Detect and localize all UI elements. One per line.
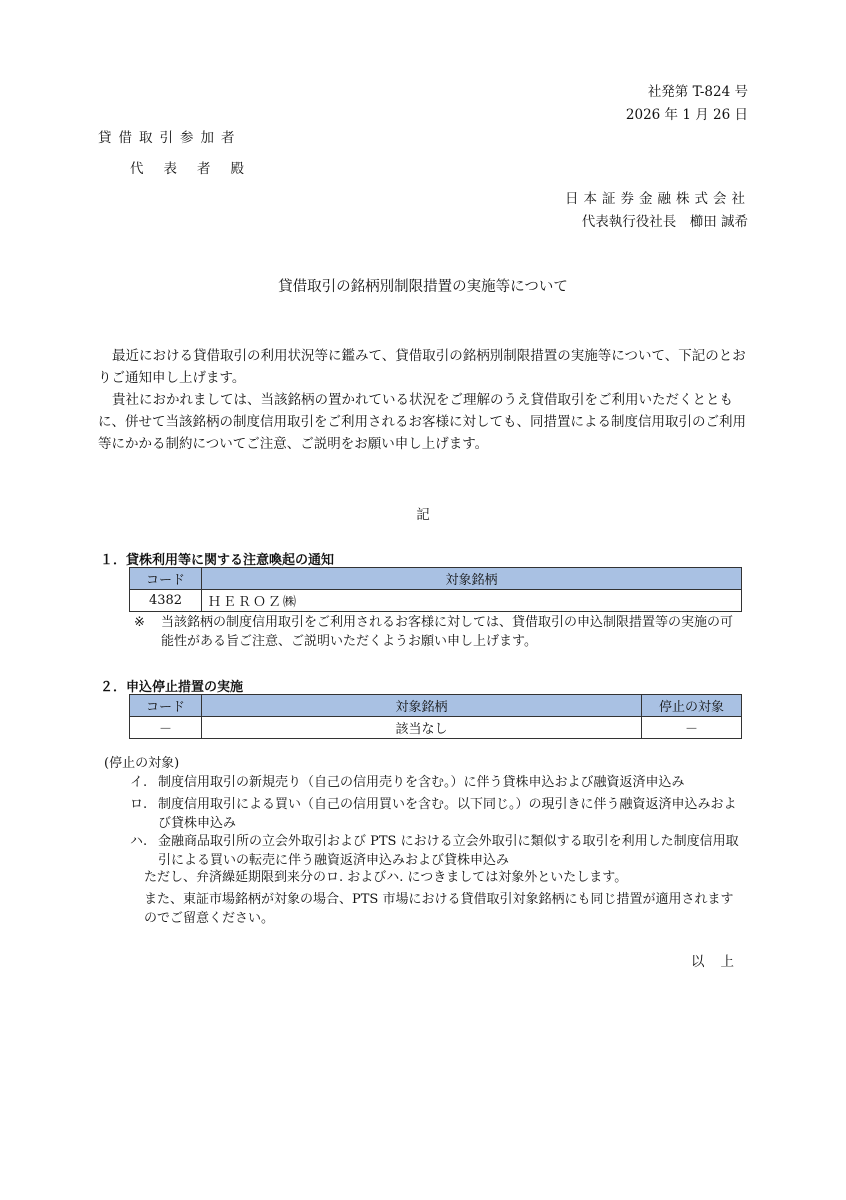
table-row	[130, 717, 742, 739]
recipient-line-2: 代表者殿	[130, 161, 264, 177]
body-paragraph-2: 貴社におかれましては、当該銘柄の置かれている状況をご理解のうえ貸借取引をご利用いただくとともに、併せて当該銘柄の制度信用取引をご利用されるお客様に対しても、同措置による制度信用取引のご利用等にかかる制約についてご注意、ご説明をお願い申し上げます。	[98, 392, 746, 452]
column-header-code: コード	[130, 695, 202, 717]
section-2-table	[129, 694, 742, 739]
section-1-note-mark: ※	[134, 615, 145, 630]
stop-targets-note-1: ただし、弁済繰延期限到来分のロ. およびハ. につきましては対象外といたします。	[144, 870, 628, 885]
column-header-name: 対象銘柄	[202, 695, 642, 717]
item-text-ha: 金融商品取引所の立会外取引および PTS における立会外取引に類似する取引を利用した制度信用取引による買いの転売に伴う融資返済申込みおよび貸株申込み	[158, 834, 739, 868]
sender-title: 代表執行役社長 櫛田 誠希	[581, 214, 748, 230]
section-2-heading: ２．申込停止措置の実施	[100, 680, 244, 695]
cell-code: 4382	[130, 590, 202, 612]
cell-name: ＨＥＲＯＺ㈱	[202, 590, 742, 612]
item-label-ha: ハ.	[130, 834, 148, 849]
document-number: 社発第 T-824 号	[647, 84, 748, 100]
closing: 以上	[691, 954, 750, 970]
column-header-name: 対象銘柄	[202, 568, 742, 590]
cell-code: －	[130, 717, 202, 739]
table-row	[130, 590, 742, 612]
section-1-heading: １．貸株利用等に関する注意喚起の通知	[100, 553, 335, 568]
section-1-note-text: 当該銘柄の制度信用取引をご利用されるお客様に対しては、貸借取引の申込制限措置等の実施の可能性がある旨ご注意、ご説明いただくようお願い申し上げます。	[161, 615, 734, 649]
item-text-i: 制度信用取引の新規売り（自己の信用売りを含む。）に伴う貸株申込および融資返済申込み	[158, 775, 685, 790]
stop-targets-heading: (停止の対象)	[104, 756, 180, 771]
sender-company: 日本証券金融株式会社	[565, 191, 750, 207]
recipient-line-1: 貸借取引参加者	[98, 130, 242, 146]
item-label-i: イ.	[130, 775, 148, 790]
stop-targets-note-2: また、東証市場銘柄が対象の場合、PTS 市場における貸借取引対象銘柄にも同じ措置が適用されますのでご留意ください。	[144, 892, 734, 926]
section-1-table	[129, 567, 742, 612]
cell-name: 該当なし	[202, 717, 642, 739]
document-date: 2026 年 1 月 26 日	[625, 107, 748, 123]
document-title: 貸借取引の銘柄別制限措置の実施等について	[278, 279, 568, 295]
item-label-ro: ロ.	[130, 797, 148, 812]
column-header-target: 停止の対象	[642, 695, 742, 717]
ki-marker: 記	[416, 507, 430, 523]
cell-target: －	[642, 717, 742, 739]
item-text-ro: 制度信用取引による買い（自己の信用買いを含む。以下同じ。）の現引きに伴う融資返済申込みおよび貸株申込み	[158, 797, 737, 831]
body-paragraph-1: 最近における貸借取引の利用状況等に鑑みて、貸借取引の銘柄別制限措置の実施等について、下記のとおりご通知申し上げます。	[98, 348, 746, 386]
column-header-code: コード	[130, 568, 202, 590]
